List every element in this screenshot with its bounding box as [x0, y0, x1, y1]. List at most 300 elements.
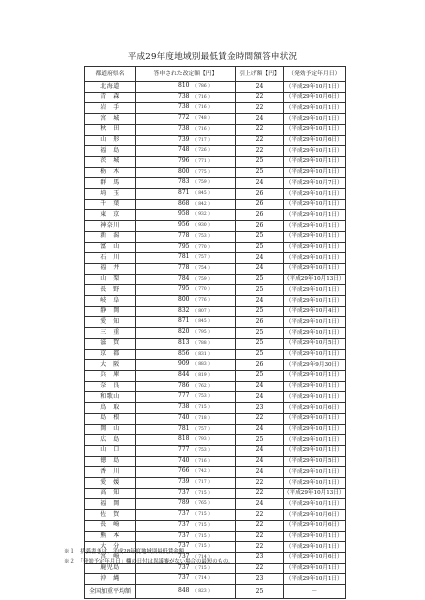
revised-wage-value: 737 [178, 552, 190, 560]
effective-date: （平成29年10月1日） [284, 199, 346, 210]
effective-date: （平成29年10月1日） [284, 531, 346, 542]
prefecture-name: 和歌山 [85, 392, 136, 403]
revised-wage: 909 （ 883 ） [136, 360, 236, 371]
table-row [85, 510, 346, 521]
revised-wage-value: 856 [178, 349, 190, 357]
revised-wage-value: 740 [178, 413, 190, 421]
effective-date-value: 平成29年10月1日 [291, 436, 338, 443]
increase-amount: 24 [236, 82, 284, 93]
increase-amount: 22 [236, 542, 284, 553]
prefecture-name: 鹿児島 [85, 563, 136, 574]
previous-wage: 831 [198, 351, 207, 357]
revised-wage-value: 820 [178, 328, 190, 336]
revised-wage: 738 （ 716 ） [136, 124, 236, 135]
effective-date-value: 平成29年10月1日 [291, 244, 338, 251]
revised-wage: 737 （ 714 ） [136, 574, 236, 585]
increase-amount: 22 [236, 92, 284, 103]
increase-amount: 22 [236, 146, 284, 157]
average-wage-value: 848 [178, 587, 190, 595]
table-row [85, 520, 346, 531]
effective-date-value: 平成29年10月1日 [291, 169, 338, 176]
increase-amount: 24 [236, 253, 284, 264]
increase-amount: 22 [236, 135, 284, 146]
effective-date-value: 平成29年10月1日 [291, 115, 338, 122]
header-increase: 引上げ額【円】 [236, 67, 284, 82]
prefecture-name: 千 葉 [85, 199, 136, 210]
increase-amount: 26 [236, 210, 284, 221]
prefecture-name: 栃 木 [85, 167, 136, 178]
previous-wage: 788 [198, 340, 207, 346]
table-row [85, 135, 346, 146]
previous-wage: 757 [198, 426, 207, 432]
table-row [85, 403, 346, 414]
revised-wage: 795 （ 770 ） [136, 285, 236, 296]
increase-amount: 25 [236, 349, 284, 360]
table-row [85, 531, 346, 542]
effective-date-value: 平成29年10月1日 [291, 147, 338, 154]
effective-date: （平成29年10月1日） [284, 478, 346, 489]
effective-date-value: 平成29年10月1日 [291, 543, 338, 550]
revised-wage-value: 737 [178, 531, 190, 539]
increase-amount: 26 [236, 317, 284, 328]
prefecture-name: 石 川 [85, 253, 136, 264]
revised-wage: 958 （ 932 ） [136, 210, 236, 221]
prefecture-name: 愛 知 [85, 317, 136, 328]
prefecture-name: 茨 城 [85, 156, 136, 167]
increase-amount: 26 [236, 199, 284, 210]
effective-date-value: 平成29年10月1日 [291, 351, 338, 358]
previous-wage: 786 [198, 84, 207, 89]
revised-wage-value: 781 [178, 424, 190, 432]
table-row [85, 210, 346, 221]
table-row [85, 435, 346, 446]
footnotes [64, 547, 234, 567]
previous-wage: 716 [198, 105, 207, 111]
header-revised-wage: 答申された改定額【円】 [136, 67, 236, 82]
previous-wage: 795 [198, 330, 207, 336]
effective-date: （平成29年10月1日） [284, 285, 346, 296]
effective-date: （平成29年10月1日） [284, 499, 346, 510]
effective-date: （平成29年10月1日） [284, 370, 346, 381]
previous-wage: 753 [198, 233, 207, 239]
previous-wage: 759 [198, 276, 207, 282]
revised-wage-value: 810 [178, 82, 190, 89]
prefecture-name: 滋 賀 [85, 338, 136, 349]
effective-date-value: 平成29年10月1日 [291, 254, 338, 261]
previous-wage: 932 [198, 212, 207, 218]
effective-date: （平成29年10月1日） [284, 103, 346, 114]
effective-date-value: 平成29年10月1日 [291, 447, 338, 454]
effective-date-value: 平成29年10月1日 [291, 286, 338, 293]
revised-wage: 820 （ 795 ） [136, 328, 236, 339]
revised-wage-value: 796 [178, 156, 190, 164]
prefecture-name: 徳 島 [85, 456, 136, 467]
increase-amount: 24 [236, 392, 284, 403]
table-header-row [85, 67, 346, 82]
effective-date-value: 平成29年10月1日 [291, 329, 338, 336]
increase-amount: 25 [236, 167, 284, 178]
revised-wage-value: 766 [178, 467, 190, 475]
effective-date: （平成29年10月1日） [284, 467, 346, 478]
table-row [85, 370, 346, 381]
effective-date-value: 平成29年10月1日 [291, 104, 338, 111]
table-row [85, 360, 346, 371]
effective-date: （平成29年10月5日） [284, 338, 346, 349]
table-row [85, 574, 346, 585]
revised-wage-value: 738 [178, 403, 190, 411]
prefecture-name: 宮 城 [85, 114, 136, 125]
effective-date: （平成29年10月13日） [284, 488, 346, 499]
prefecture-name: 奈 良 [85, 381, 136, 392]
table-row [85, 328, 346, 339]
table-row [85, 242, 346, 253]
increase-amount: 22 [236, 531, 284, 542]
prefecture-name: 福 井 [85, 263, 136, 274]
increase-amount: 22 [236, 510, 284, 521]
effective-date: （平成29年10月1日） [284, 82, 346, 93]
prefecture-name: 鳥 取 [85, 403, 136, 414]
prefecture-name: 岩 手 [85, 103, 136, 114]
revised-wage-value: 800 [178, 167, 190, 175]
effective-date-value: 平成29年10月1日 [291, 468, 338, 475]
revised-wage-value: 789 [178, 499, 190, 507]
effective-date: （平成29年10月1日） [284, 114, 346, 125]
revised-wage: 781 （ 757 ） [136, 253, 236, 264]
previous-wage: 715 [198, 512, 207, 518]
revised-wage-value: 800 [178, 296, 190, 304]
table-row [85, 146, 346, 157]
revised-wage-value: 956 [178, 221, 190, 229]
national-average-row [85, 585, 346, 599]
effective-date: （平成29年10月1日） [284, 328, 346, 339]
increase-amount: 24 [236, 178, 284, 189]
effective-date: （平成29年10月6日） [284, 510, 346, 521]
revised-wage-value: 737 [178, 520, 190, 528]
revised-wage: 740 （ 718 ） [136, 413, 236, 424]
revised-wage: 868 （ 842 ） [136, 199, 236, 210]
increase-amount: 22 [236, 413, 284, 424]
table-row [85, 338, 346, 349]
table-row [85, 221, 346, 232]
previous-wage: 715 [198, 490, 207, 496]
revised-wage-value: 844 [178, 370, 190, 378]
revised-wage-value: 795 [178, 285, 190, 293]
previous-wage: 715 [198, 565, 207, 571]
average-increase: 25 [236, 585, 284, 599]
effective-date: （平成29年10月5日） [284, 456, 346, 467]
effective-date: （平成29年10月1日） [284, 296, 346, 307]
revised-wage: 738 （ 715 ） [136, 403, 236, 414]
revised-wage-value: 871 [178, 189, 190, 197]
revised-wage: 783 （ 759 ） [136, 178, 236, 189]
table-row [85, 499, 346, 510]
revised-wage: 739 （ 717 ） [136, 478, 236, 489]
increase-amount: 25 [236, 435, 284, 446]
previous-wage: 714 [198, 576, 207, 582]
effective-date: （平成29年10月4日） [284, 306, 346, 317]
revised-wage-value: 778 [178, 231, 190, 239]
effective-date-value: 平成29年10月4日 [291, 308, 338, 315]
effective-date-value: 平成29年10月1日 [291, 372, 338, 379]
revised-wage-value: 738 [178, 103, 190, 111]
prefecture-name: 広 島 [85, 435, 136, 446]
increase-amount: 22 [236, 478, 284, 489]
effective-date-value: 平成29年10月1日 [291, 393, 338, 400]
revised-wage: 818 （ 793 ） [136, 435, 236, 446]
effective-date-value: 平成29年10月1日 [291, 500, 338, 507]
previous-wage: 718 [198, 415, 207, 421]
revised-wage-value: 737 [178, 542, 190, 550]
increase-amount: 25 [236, 306, 284, 317]
revised-wage-value: 777 [178, 392, 190, 400]
header-effective-date: （発効予定年月日） [284, 67, 346, 82]
revised-wage: 781 （ 757 ） [136, 424, 236, 435]
previous-wage: 715 [198, 533, 207, 539]
revised-wage-value: 786 [178, 381, 190, 389]
table-row [85, 445, 346, 456]
table-row [85, 424, 346, 435]
prefecture-name: 沖 縄 [85, 574, 136, 585]
previous-wage: 757 [198, 255, 207, 261]
table-row [85, 92, 346, 103]
increase-amount: 24 [236, 263, 284, 274]
revised-wage: 832 （ 807 ） [136, 306, 236, 317]
prefecture-name: 長 崎 [85, 520, 136, 531]
increase-amount: 22 [236, 563, 284, 574]
effective-date: （平成29年10月1日） [284, 413, 346, 424]
effective-date: （平成29年10月1日） [284, 253, 346, 264]
increase-amount: 22 [236, 103, 284, 114]
revised-wage: 740 （ 716 ） [136, 456, 236, 467]
revised-wage: 772 （ 748 ） [136, 114, 236, 125]
revised-wage-value: 871 [178, 317, 190, 325]
previous-wage: 716 [198, 94, 207, 100]
previous-wage: 845 [198, 191, 207, 197]
revised-wage-value: 818 [178, 435, 190, 443]
previous-wage: 793 [198, 437, 207, 443]
effective-date-value: 平成29年10月1日 [291, 126, 338, 133]
effective-date: （平成29年10月7日） [284, 178, 346, 189]
revised-wage-value: 772 [178, 114, 190, 122]
increase-amount: 25 [236, 231, 284, 242]
table-row [85, 167, 346, 178]
increase-amount: 24 [236, 499, 284, 510]
effective-date-value: 平成29年10月6日 [291, 137, 338, 144]
effective-date: （平成29年10月1日） [284, 563, 346, 574]
revised-wage: 813 （ 788 ） [136, 338, 236, 349]
table-body [85, 82, 346, 585]
effective-date-value: 平成29年10月6日 [291, 404, 338, 411]
previous-wage: 883 [198, 362, 207, 368]
revised-wage: 844 （ 819 ） [136, 370, 236, 381]
table-row [85, 124, 346, 135]
previous-wage: 726 [198, 148, 207, 154]
increase-amount: 23 [236, 574, 284, 585]
revised-wage: 796 （ 771 ） [136, 156, 236, 167]
revised-wage: 786 （ 762 ） [136, 381, 236, 392]
effective-date: （平成29年10月1日） [284, 574, 346, 585]
revised-wage: 800 （ 775 ） [136, 167, 236, 178]
increase-amount: 22 [236, 124, 284, 135]
prefecture-name: 富 山 [85, 242, 136, 253]
effective-date: （平成29年10月6日） [284, 92, 346, 103]
prefecture-name: 岡 山 [85, 424, 136, 435]
previous-wage: 762 [198, 383, 207, 389]
effective-date-value: 平成29年10月1日 [291, 318, 338, 325]
increase-amount: 25 [236, 242, 284, 253]
previous-wage: 759 [198, 180, 207, 186]
revised-wage-value: 739 [178, 478, 190, 486]
revised-wage-value: 748 [178, 146, 190, 154]
effective-date: （平成29年10月1日） [284, 392, 346, 403]
table-row [85, 349, 346, 360]
table-row [85, 285, 346, 296]
table-row [85, 381, 346, 392]
revised-wage-value: 738 [178, 92, 190, 100]
table-row [85, 189, 346, 200]
revised-wage: 738 （ 716 ） [136, 103, 236, 114]
revised-wage-value: 737 [178, 488, 190, 496]
revised-wage: 871 （ 845 ） [136, 189, 236, 200]
page-title: 平成29年度地域別最低賃金時間額答申状況 [127, 52, 298, 62]
revised-wage-value: 784 [178, 274, 190, 282]
increase-amount: 25 [236, 274, 284, 285]
prefecture-name: 香 川 [85, 467, 136, 478]
increase-amount: 24 [236, 445, 284, 456]
prefecture-name: 三 重 [85, 328, 136, 339]
table-row [85, 114, 346, 125]
increase-amount: 22 [236, 520, 284, 531]
increase-amount: 26 [236, 221, 284, 232]
increase-amount: 23 [236, 552, 284, 563]
revised-wage-value: 909 [178, 360, 190, 368]
previous-wage: 742 [198, 469, 207, 475]
revised-wage: 737 （ 715 ） [136, 488, 236, 499]
previous-wage: 748 [198, 116, 207, 122]
increase-amount: 22 [236, 488, 284, 499]
increase-amount: 25 [236, 328, 284, 339]
revised-wage-value: 813 [178, 338, 190, 346]
previous-wage: 845 [198, 319, 207, 325]
revised-wage: 737 （ 715 ） [136, 531, 236, 542]
prefecture-name: 秋 田 [85, 124, 136, 135]
effective-date-value: 平成29年10月1日 [291, 479, 338, 486]
effective-date: （平成29年10月13日） [284, 274, 346, 285]
effective-date: （平成29年10月1日） [284, 435, 346, 446]
previous-wage: 930 [198, 223, 207, 229]
revised-wage-value: 739 [178, 135, 190, 143]
revised-wage: 737 （ 715 ） [136, 520, 236, 531]
revised-wage: 784 （ 759 ） [136, 274, 236, 285]
average-date: － [284, 585, 346, 599]
effective-date: （平成29年10月1日） [284, 242, 346, 253]
revised-wage-value: 958 [178, 210, 190, 218]
prefecture-name: 青 森 [85, 92, 136, 103]
revised-wage: 737 （ 714 ） [136, 552, 236, 563]
prefecture-name: 京 都 [85, 349, 136, 360]
revised-wage: 789 （ 765 ） [136, 499, 236, 510]
effective-date-value: 平成29年10月1日 [291, 575, 338, 582]
revised-wage-value: 738 [178, 124, 190, 132]
table-row [85, 253, 346, 264]
increase-amount: 24 [236, 381, 284, 392]
average-label: 全国加重平均額 [85, 585, 136, 599]
table-row [85, 456, 346, 467]
table-row [85, 263, 346, 274]
revised-wage: 871 （ 845 ） [136, 317, 236, 328]
effective-date-value: 平成29年10月1日 [291, 83, 338, 90]
effective-date: （平成29年10月1日） [284, 542, 346, 553]
prefecture-name: 大 分 [85, 542, 136, 553]
increase-amount: 24 [236, 424, 284, 435]
revised-wage-value: 868 [178, 199, 190, 207]
revised-wage-value: 777 [178, 445, 190, 453]
effective-date-value: 平成29年10月1日 [291, 233, 338, 240]
previous-wage: 775 [198, 169, 207, 175]
increase-amount: 23 [236, 403, 284, 414]
effective-date-value: 平成29年10月1日 [291, 265, 338, 272]
prefecture-name: 兵 庫 [85, 370, 136, 381]
effective-date: （平成29年10月1日） [284, 263, 346, 274]
prefecture-name: 福 岡 [85, 499, 136, 510]
effective-date: （平成29年10月1日） [284, 349, 346, 360]
effective-date-value: 平成29年10月6日 [291, 554, 338, 561]
revised-wage-value: 778 [178, 263, 190, 271]
prefecture-name: 東 京 [85, 210, 136, 221]
revised-wage: 777 （ 753 ） [136, 392, 236, 403]
increase-amount: 26 [236, 189, 284, 200]
increase-amount: 24 [236, 296, 284, 307]
table-row [85, 231, 346, 242]
effective-date-value: 平成29年10月6日 [291, 511, 338, 518]
table-row [85, 467, 346, 478]
previous-wage: 716 [198, 458, 207, 464]
effective-date: （平成29年10月1日） [284, 189, 346, 200]
revised-wage: 737 （ 715 ） [136, 510, 236, 521]
effective-date-value: 平成29年10月1日 [291, 565, 338, 572]
table-row [85, 478, 346, 489]
footnote-2: ※２ 「発効予定年月日」欄の日付は異議審がない場合の最短のもの。 [64, 559, 234, 565]
effective-date-value: 平成29年10月7日 [291, 179, 338, 186]
prefecture-name: 愛 媛 [85, 478, 136, 489]
table-row [85, 296, 346, 307]
prefecture-name: 長 野 [85, 285, 136, 296]
effective-date-value: 平成29年10月1日 [291, 383, 338, 390]
effective-date: （平成29年10月1日） [284, 167, 346, 178]
revised-wage-value: 740 [178, 456, 190, 464]
effective-date: （平成29年9月30日） [284, 360, 346, 371]
header-effective-date-label: 発効予定年月日 [293, 71, 335, 77]
effective-date-value: 平成29年10月13日 [289, 490, 339, 497]
increase-amount: 25 [236, 338, 284, 349]
table-row [85, 274, 346, 285]
revised-wage: 748 （ 726 ） [136, 146, 236, 157]
prefecture-name: 静 岡 [85, 306, 136, 317]
revised-wage-value: 832 [178, 306, 190, 314]
increase-amount: 24 [236, 114, 284, 125]
previous-wage: 770 [198, 287, 207, 293]
table-row [85, 488, 346, 499]
table-row [85, 306, 346, 317]
previous-wage: 819 [198, 372, 207, 378]
effective-date: （平成29年10月1日） [284, 317, 346, 328]
previous-wage: 776 [198, 298, 207, 304]
prefecture-name: 北海道 [85, 82, 136, 93]
revised-wage: 810 （ 786 ） [136, 82, 236, 93]
previous-wage: 715 [198, 544, 207, 550]
effective-date-value: 平成29年10月5日 [291, 340, 338, 347]
increase-amount: 25 [236, 156, 284, 167]
